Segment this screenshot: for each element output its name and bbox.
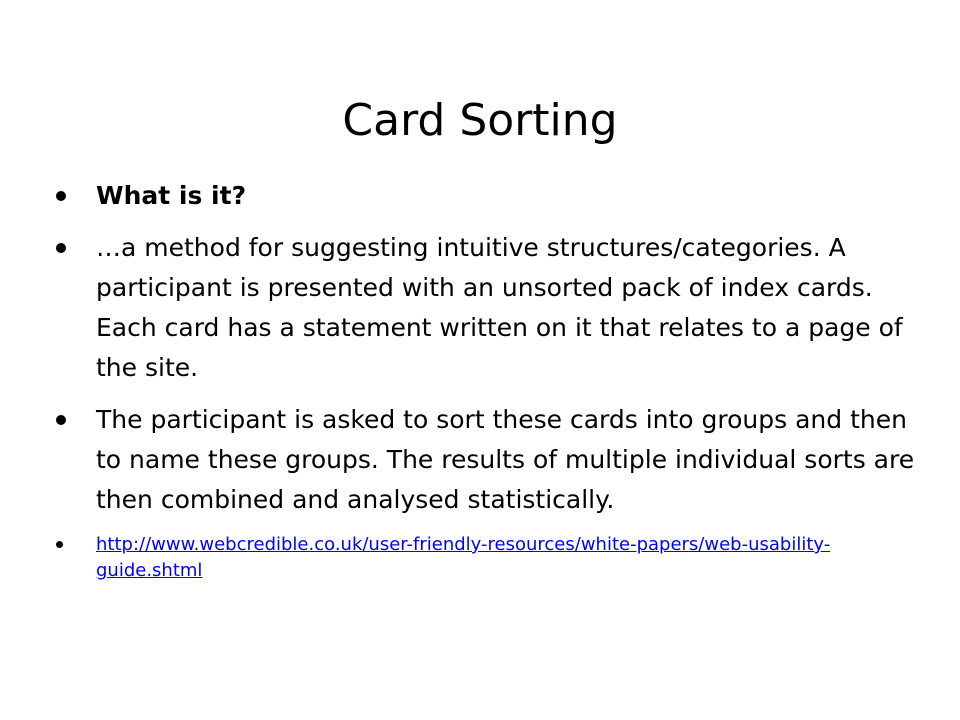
bullet-item-what-is-it (56, 176, 916, 216)
bullet-list (56, 176, 916, 584)
bullet-text-process: The participant is asked to sort these cards into groups and then to name these groups. The results of multiple individual sorts are then combined and analysed statistically. (96, 405, 915, 514)
bullet-text-definition: …a method for suggesting intuitive structures/categories. A participant is presented with an unsorted pack of index cards. Each card has a statement written on it that relates to a page of the site. (96, 233, 903, 382)
bullet-icon (56, 415, 66, 425)
bullet-icon (56, 191, 66, 201)
bullet-icon (56, 541, 63, 548)
bullet-item-definition (56, 228, 916, 388)
webcredible-link[interactable]: http://www.webcredible.co.uk/user-friendly-resources/white-papers/web-usability-guide.shtml (96, 534, 831, 581)
bullet-text-what-is-it: What is it? (96, 181, 247, 210)
bullet-item-link (56, 532, 916, 584)
slide-title: Card Sorting (342, 95, 618, 147)
bullet-icon (56, 243, 66, 253)
bullet-item-process (56, 400, 916, 520)
